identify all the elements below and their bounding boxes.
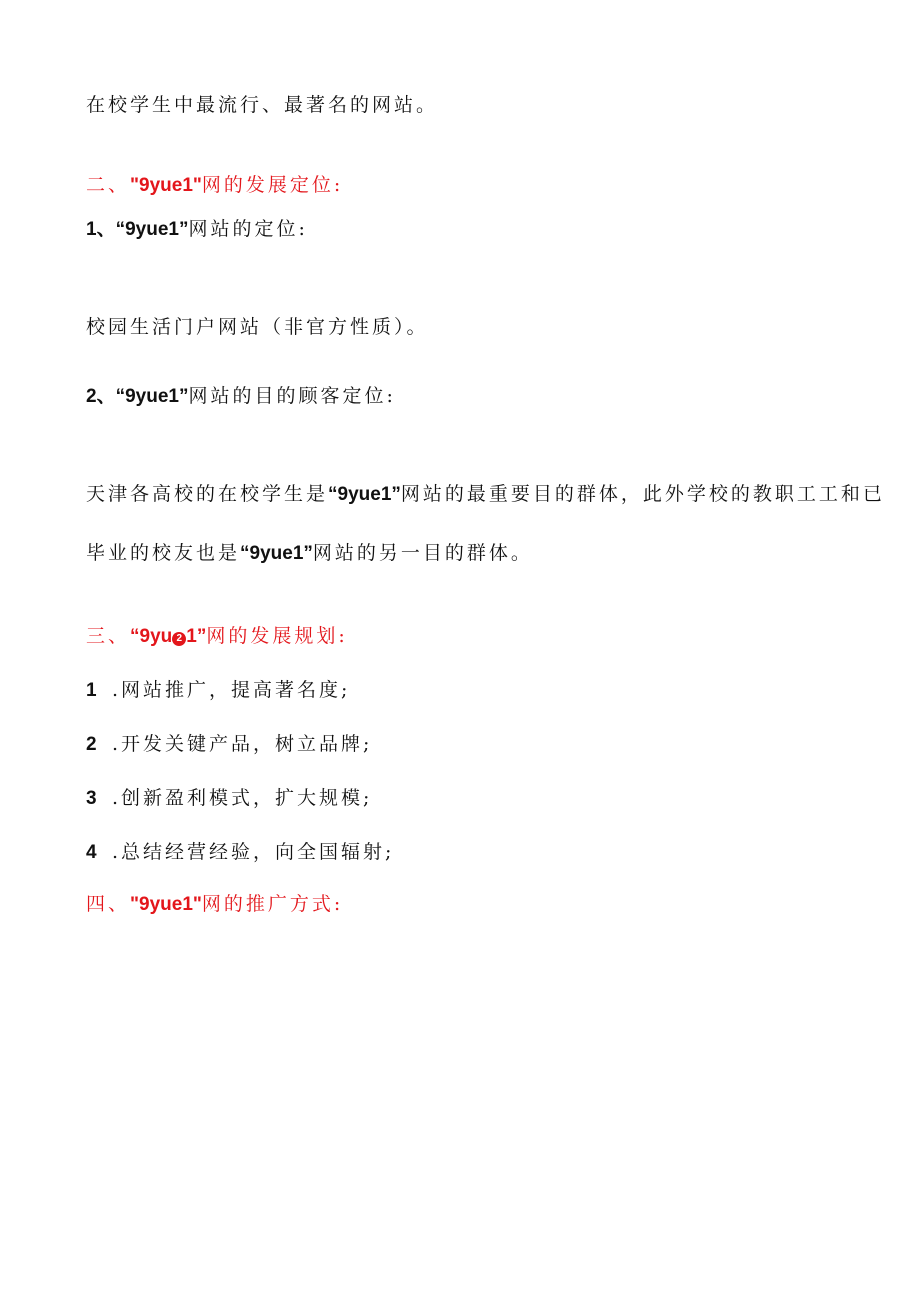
plan-item-2 — [86, 731, 372, 758]
subheading-text: 网站的定位: — [188, 218, 308, 240]
circled-number-icon: 2 — [172, 632, 186, 646]
paragraph-intro — [86, 92, 438, 118]
list-number: 2 — [86, 734, 97, 755]
heading-prefix: 二、 — [86, 174, 131, 196]
heading-text: 网的发展规划: — [206, 625, 348, 647]
brand-name: “9yue1” — [115, 386, 189, 407]
subheading-text: 网站的目的顾客定位: — [188, 385, 396, 407]
subheading-number: 2、 — [86, 386, 116, 407]
heading-prefix: 四、 — [86, 893, 131, 915]
brand-name: “9yu — [130, 626, 173, 647]
section-heading-3 — [86, 623, 348, 650]
paragraph-text: 校园生活门户网站（非官方性质）。 — [86, 316, 429, 338]
list-item-text: .总结经营经验，向全国辐射; — [112, 841, 395, 863]
subheading-number: 1、 — [86, 219, 116, 240]
list-number: 3 — [86, 788, 97, 809]
list-item-text: .开发关键产品，树立品牌; — [112, 733, 373, 755]
plan-item-1 — [86, 677, 350, 704]
brand-name: 1” — [186, 626, 207, 647]
brand-name: "9yue1" — [130, 175, 202, 196]
plan-item-3 — [86, 785, 372, 812]
brand-name: "9yue1" — [130, 894, 202, 915]
paragraph-positioning — [86, 314, 429, 340]
heading-prefix: 三、 — [86, 625, 131, 647]
subheading-target-customers — [86, 383, 396, 410]
brand-name: “9yue1” — [240, 543, 313, 564]
subheading-positioning — [86, 216, 308, 243]
list-item-text: .网站推广，提高著名度; — [112, 679, 351, 701]
section-heading-2 — [86, 172, 343, 199]
paragraph-text: 在校学生中最流行、最著名的网站。 — [86, 94, 439, 116]
paragraph-target-line-1 — [86, 481, 885, 508]
brand-name: “9yue1” — [115, 219, 189, 240]
paragraph-text: 天津各高校的在校学生是 — [86, 483, 329, 505]
brand-name: “9yue1” — [328, 484, 401, 505]
paragraph-text: 网站的最重要目的群体，此外学校的教职工工和已 — [400, 483, 885, 505]
heading-text: 网的推广方式: — [201, 893, 344, 915]
list-number: 1 — [86, 680, 97, 701]
paragraph-target-line-2 — [86, 540, 533, 567]
paragraph-text: 毕业的校友也是 — [86, 542, 241, 564]
list-number: 4 — [86, 842, 97, 863]
paragraph-text: 网站的另一目的群体。 — [312, 542, 533, 564]
heading-text: 网的发展定位: — [201, 174, 344, 196]
section-heading-4 — [86, 891, 343, 918]
plan-item-4 — [86, 839, 394, 866]
list-item-text: .创新盈利模式，扩大规模; — [112, 787, 373, 809]
